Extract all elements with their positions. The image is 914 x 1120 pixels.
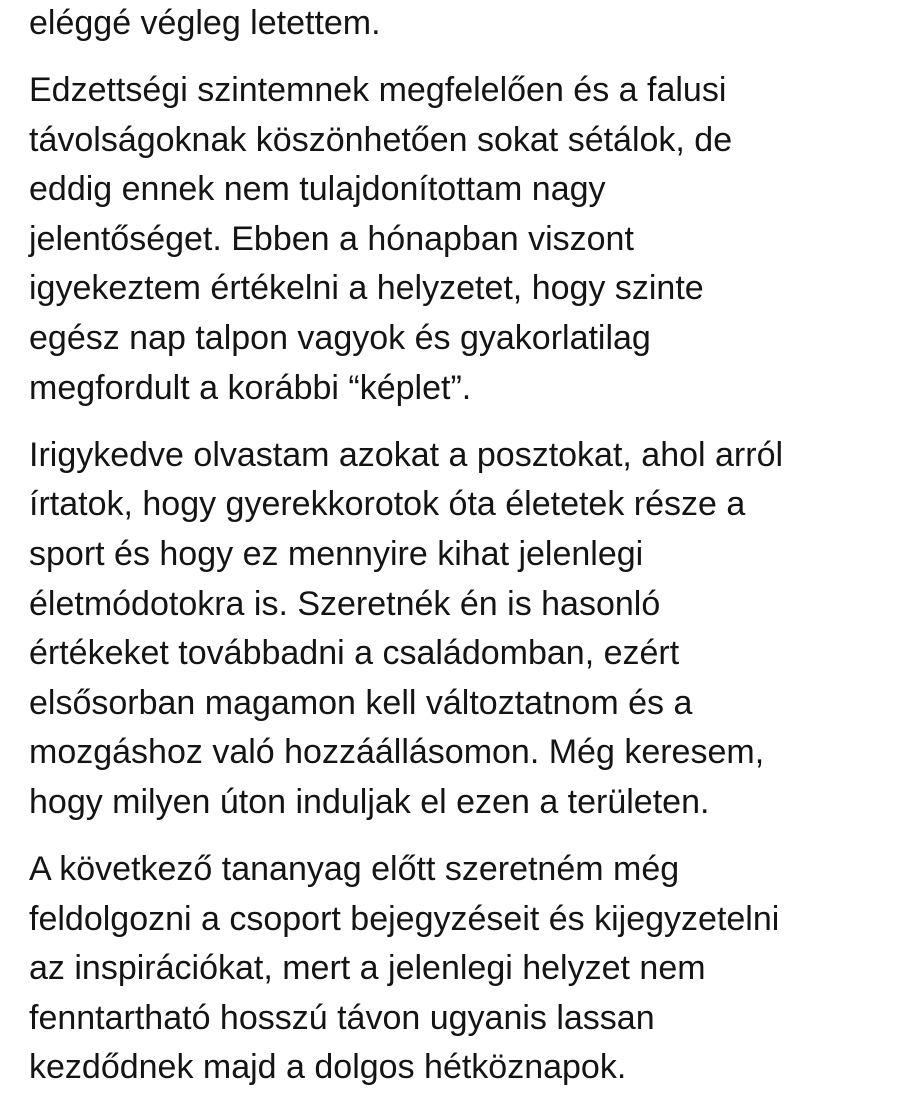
text-line: eléggé végleg letettem.	[29, 4, 381, 42]
paragraph-2	[29, 66, 899, 413]
text-line: életmódotokra is. Szeretnék én is hasonló	[29, 584, 661, 623]
text-line: Edzettségi szintemnek megfelelően és a falusi	[29, 71, 727, 110]
text-line: jelentőséget. Ebben a hónapban viszont	[29, 219, 634, 258]
text-line: értékeket továbbadni a családomban, ezért	[29, 634, 680, 673]
text-line: egész nap talpon vagyok és gyakorlatilag	[29, 319, 651, 358]
text-line: Irigykedve olvastam azokat a posztokat, ahol arról	[29, 435, 784, 474]
text-line: feldolgozni a csoport bejegyzéseit és kijegyzetelni	[29, 899, 780, 938]
text-line: távolságoknak köszönhetően sokat sétálok, de	[29, 120, 733, 159]
text-line: eddig ennek nem tulajdonítottam nagy	[29, 170, 606, 209]
paragraph-1	[29, 0, 899, 49]
text-line: elsősorban magamon kell változtatnom és a	[29, 683, 693, 722]
post-body	[29, 0, 899, 1093]
text-line: A következő tananyag előtt szeretném még	[29, 850, 680, 888]
text-line: írtatok, hogy gyerekkorotok óta életetek része a	[29, 485, 746, 524]
paragraph-3	[29, 431, 899, 828]
text-line: megfordult a korábbi “képlet”.	[29, 368, 472, 407]
text-line: hogy milyen úton induljak el ezen a területen.	[29, 782, 710, 821]
text-line: fenntartható hosszú távon ugyanis lassan	[29, 998, 655, 1037]
text-line: mozgáshoz való hozzáállásomon. Még keresem,	[29, 733, 765, 772]
text-line: sport és hogy ez mennyire kihat jelenlegi	[29, 534, 644, 573]
text-line: kezdődnek majd a dolgos hétköznapok.	[29, 1048, 627, 1087]
paragraph-4	[29, 845, 899, 1093]
text-line: igyekeztem értékelni a helyzetet, hogy szinte	[29, 269, 704, 308]
text-line: az inspirációkat, mert a jelenlegi helyzet nem	[29, 949, 706, 988]
